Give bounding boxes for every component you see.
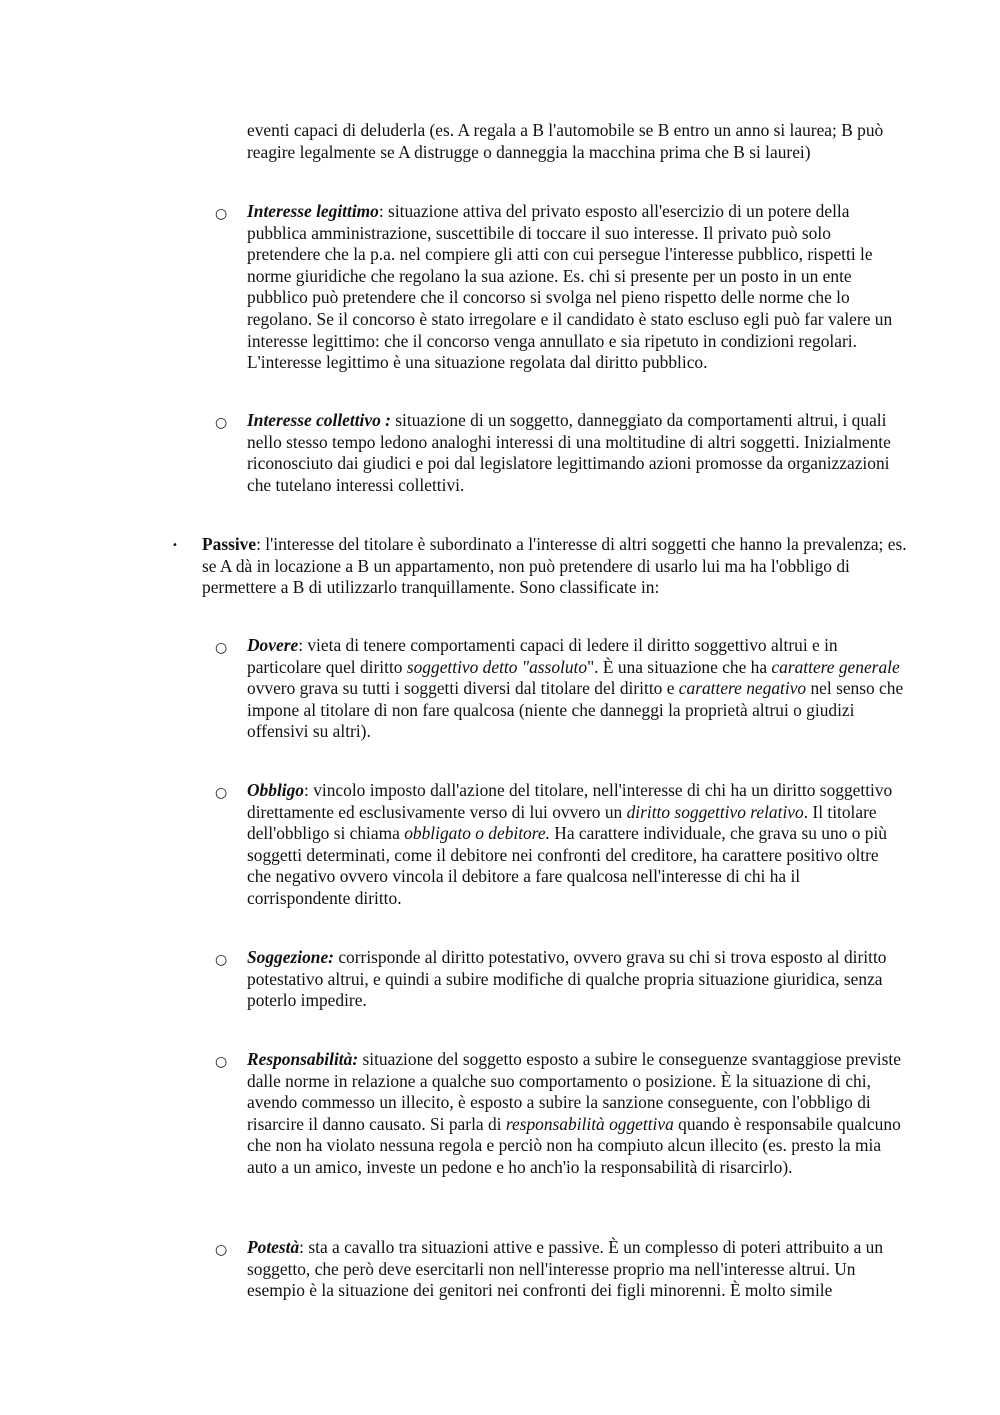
emphasis-dovere: soggettivo detto "assoluto (406, 656, 588, 677)
continuation-paragraph (247, 120, 907, 163)
definition-passive: : l'interesse del titolare è subordinato a l'interesse di altri soggetti che hanno la prevalenza; es. se A dà in locazione a B un appartamento, non può pretendere di usarlo lui ma ha l'obbligo di permettere a B di utilizzarlo tranquillamente. Sono classificate in: (202, 534, 907, 598)
term-passive: Passive (202, 534, 257, 554)
definition-dovere-part: : vieta di tenere comportamenti capaci di ledere il diritto soggettivo altrui e in particolare quel diritto (247, 635, 838, 677)
emphasis-dovere: carattere generale (771, 656, 900, 677)
definition-obbligo-part: . Il titolare dell'obbligo si chiama (247, 801, 877, 844)
list-bullet-circle: ○ (215, 1054, 228, 1070)
term-interesse-collettivo: Interesse collettivo : (247, 410, 391, 430)
list-item-interesse-legittimo (247, 201, 907, 374)
list-bullet-circle: ○ (215, 785, 228, 801)
list-bullet-circle: ○ (215, 952, 228, 968)
list-item-obbligo (247, 780, 907, 910)
term-potesta: Potestà (247, 1237, 300, 1257)
definition-potesta: : sta a cavallo tra situazioni attive e passive. È un complesso di poteri attribuito a un soggetto, che però deve esercitarli non nell'interesse proprio ma nell'interesse altrui. Un esempio è la situazione dei genitori nei confronti dei figli minorenni. È molto simile (247, 1237, 884, 1301)
continuation-text: eventi capaci di deluderla (es. A regala a B l'automobile se B entro un anno si laurea; B può reagire legalmente se A distrugge o danneggia la macchina prima che B si laurei) (247, 120, 884, 162)
list-item-soggezione (247, 947, 907, 1012)
definition-responsabilita-part: quando è responsabile qualcuno che non ha violato nessuna regola e perciò non ha compiuto alcun illecito (es. presto la mia auto a un amico, investe un pedone e ho anch'io la responsabilità di risarcirlo). (247, 1113, 901, 1177)
emphasis-dovere: carattere negativo (678, 678, 807, 699)
list-item-dovere (247, 635, 907, 743)
list-bullet-circle: ○ (215, 640, 228, 656)
definition-obbligo-part: : vincolo imposto dall'azione del titolare, nell'interesse di chi ha un diritto soggettivo direttamente ed esclusivamente verso di lui ovvero un (247, 780, 893, 822)
list-item-potesta (247, 1237, 907, 1302)
emphasis-obbligo: diritto soggettivo relativo (626, 801, 804, 822)
definition-interesse-legittimo: : situazione attiva del privato esposto all'esercizio di un potere della pubblica amministrazione, suscettibile di toccare il suo interesse. Il privato può solo pretendere che la p.a. nel compiere gli atti con cui persegue l'interesse pubblico, rispetti le norme giuridiche che regolano la sua azione. Es. chi si presente per un posto in un ente pubblico può pretendere che il concorso si svolga nel pieno rispetto delle norme che lo regolano. Se il concorso è stato irregolare e il candidato è stato escluso egli può far valere un interesse legittimo: che il concorso venga annullato e sia ripetuto in condizioni regolari. L'interesse legittimo è una situazione regolata dal diritto pubblico. (247, 201, 893, 373)
list-item-passive (202, 534, 907, 599)
definition-soggezione: corrisponde al diritto potestativo, ovvero grava su chi si trova esposto al diritto potestativo altrui, e quindi a subire modifiche di qualche propria situazione giuridica, senza poterlo impedire. (247, 947, 887, 1011)
term-responsabilita: Responsabilità: (247, 1049, 359, 1069)
definition-dovere-part: ovvero grava su tutti i soggetti diversi dal titolare del diritto e (247, 678, 679, 699)
definition-dovere-part: ". È una situazione che ha (587, 656, 772, 677)
term-soggezione: Soggezione: (247, 947, 334, 967)
list-item-responsabilita (247, 1049, 907, 1179)
list-bullet-circle: ○ (215, 206, 228, 222)
list-item-interesse-collettivo (247, 410, 907, 496)
definition-dovere-part: nel senso che impone al titolare di non fare qualcosa (niente che danneggi la proprietà altrui o giudizi offensivi su altri). (247, 678, 904, 742)
definition-obbligo-part: Ha carattere individuale, che grava su uno o più soggetti determinati, come il debitore nei confronti del creditore, ha carattere positivo oltre che negativo ovvero vincola il debitore a fare qualcosa nell'interesse di chi ha il corrispondente diritto. (247, 823, 887, 908)
list-bullet-circle: ○ (215, 1242, 228, 1258)
list-bullet-circle: ○ (215, 415, 228, 431)
term-obbligo: Obbligo (247, 780, 305, 800)
emphasis-responsabilita: responsabilità oggettiva (505, 1113, 674, 1134)
emphasis-obbligo: obbligato o debitore. (404, 823, 550, 844)
definition-responsabilita-part: situazione del soggetto esposto a subire le conseguenze svantaggiose previste dalle norme in relazione a qualche suo comportamento o posizione. È la situazione di chi, avendo commesso un illecito, è esposto a subire la sanzione conseguente, con l'obbligo di risarcire il danno causato. Si parla di (247, 1049, 901, 1134)
list-bullet-dot: • (172, 540, 178, 551)
term-dovere: Dovere (247, 635, 299, 655)
definition-interesse-collettivo: situazione di un soggetto, danneggiato da comportamenti altrui, i quali nello stesso tempo ledono analoghi interessi di una moltitudine di altri soggetti. Inizialmente riconosciuto dai giudici e poi dal legislatore legittimando azioni promosse da organizzazioni che tutelano interessi collettivi. (247, 410, 891, 495)
term-interesse-legittimo: Interesse legittimo (247, 201, 379, 221)
